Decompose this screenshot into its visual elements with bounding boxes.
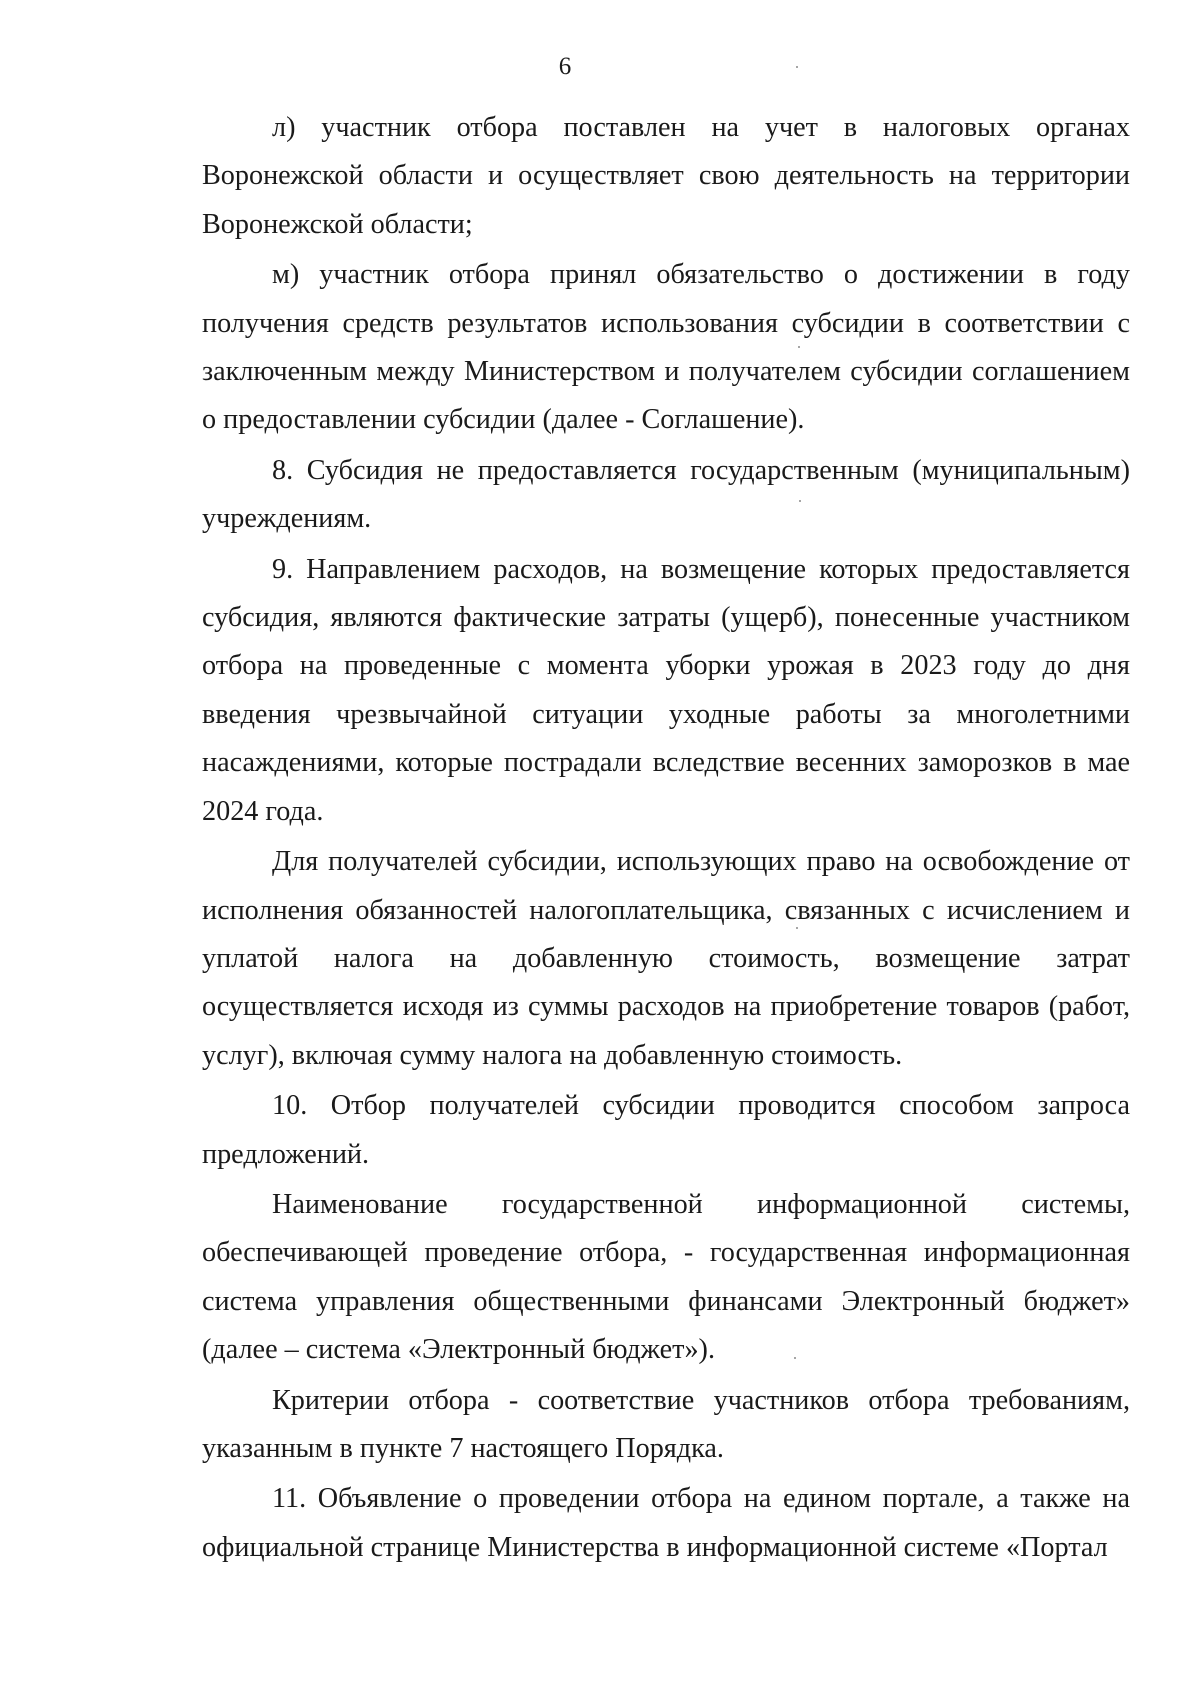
paragraph-10-criteria: Критерии отбора - соответствие участников отбора требованиям, указанным в пункте 7 настоящего Порядка. [202, 1384, 1130, 1464]
paragraph-11: 11. Объявление о проведении отбора на едином портале, а также на официальной странице Министерства в информационной системе «Портал [202, 1483, 1130, 1563]
paragraph-9: 9. Направлением расходов, на возмещение которых предоставляется субсидия, являются фактические затраты (ущерб), понесенные участником отбора на проведенные с момента уборки урожая в 2023 году до дня введения чрезвычайной ситуации уходные работы за многолетними насаждениями, которые пострадали вследствие весенних заморозков в мае 2024 года. [202, 553, 1130, 827]
scan-speck [796, 927, 798, 929]
scan-speck [796, 66, 798, 68]
paragraph-9-vat: Для получателей субсидии, использующих право на освобождение от исполнения обязанностей налогоплательщика, связанных с исчислением и уплатой налога на добавленную стоимость, возмещение затрат осуществляется исходя из суммы расходов на приобретение товаров (работ, услуг), включая сумму налога на добавленную стоимость. [202, 846, 1130, 1071]
paragraph-l: л) участник отбора поставлен на учет в налоговых органах Воронежской области и осуществляет свою деятельность на территории Воронежской области; [202, 112, 1130, 240]
scan-speck [799, 500, 801, 502]
document-body [202, 104, 1130, 1574]
paragraph-8: 8. Субсидия не предоставляется государственным (муниципальным) учреждениям. [202, 454, 1130, 535]
scan-speck [794, 1357, 796, 1359]
paragraph-m: м) участник отбора принял обязательство о достижении в году получения средств результатов использования субсидии в соответствии с заключенным между Министерством и получателем субсидии соглашением о предоставлении субсидии (далее - Соглашение). [202, 259, 1130, 436]
paragraph-10: 10. Отбор получателей субсидии проводится способом запроса предложений. [202, 1090, 1130, 1170]
page-number: 6 [558, 53, 572, 80]
scan-speck [798, 346, 800, 348]
paragraph-10-system: Наименование государственной информационной системы, обеспечивающей проведение отбора, - государственная информационная система управления общественными финансами Электронный бюджет» (далее – система «Электронный бюджет»). [202, 1188, 1130, 1366]
